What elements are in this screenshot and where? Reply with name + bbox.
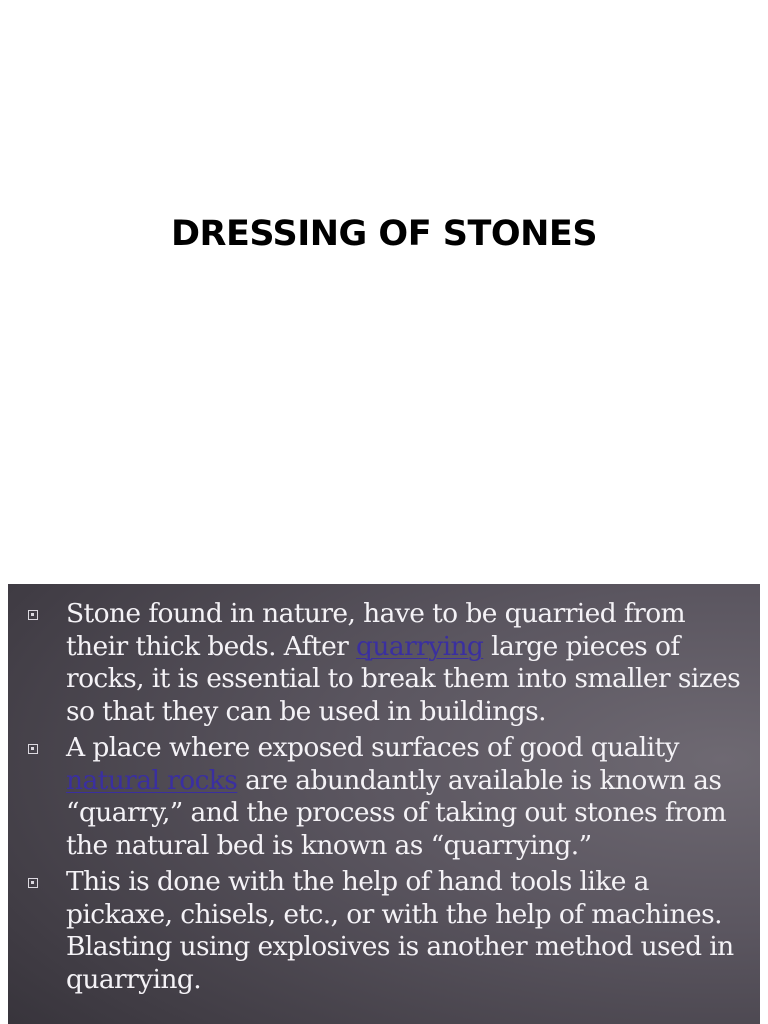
square-bullet-icon xyxy=(28,878,38,888)
bullet-item-quarried xyxy=(8,598,760,728)
quarrying-link[interactable]: quarrying xyxy=(356,630,484,662)
slide-title: DRESSING OF STONES xyxy=(170,214,598,254)
bullet-text: Stone found in nature, have to be quarried from their thick beds. After xyxy=(66,598,686,662)
bullet-text: large pieces of rocks, it is essential to break them into smaller sizes so that they can be used in buildings. xyxy=(66,630,741,727)
bullet-item-tools xyxy=(8,866,760,996)
bullet-item-quarry-definition xyxy=(8,732,760,862)
square-bullet-icon xyxy=(28,610,38,620)
bullet-text: are abundantly available is known as “quarry,” and the process of taking out stones from the natural bed is known as “quarrying.” xyxy=(66,764,727,861)
bullet-text: This is done with the help of hand tools like a pickaxe, chisels, etc., or with the help of machines. Blasting using explosives is another method used in quarrying. xyxy=(66,866,734,995)
content-slide xyxy=(8,584,760,1024)
bullet-list xyxy=(8,598,760,1000)
bullet-text: A place where exposed surfaces of good quality xyxy=(66,732,679,763)
square-bullet-icon xyxy=(28,744,38,754)
natural-rocks-link[interactable]: natural rocks xyxy=(66,764,238,796)
